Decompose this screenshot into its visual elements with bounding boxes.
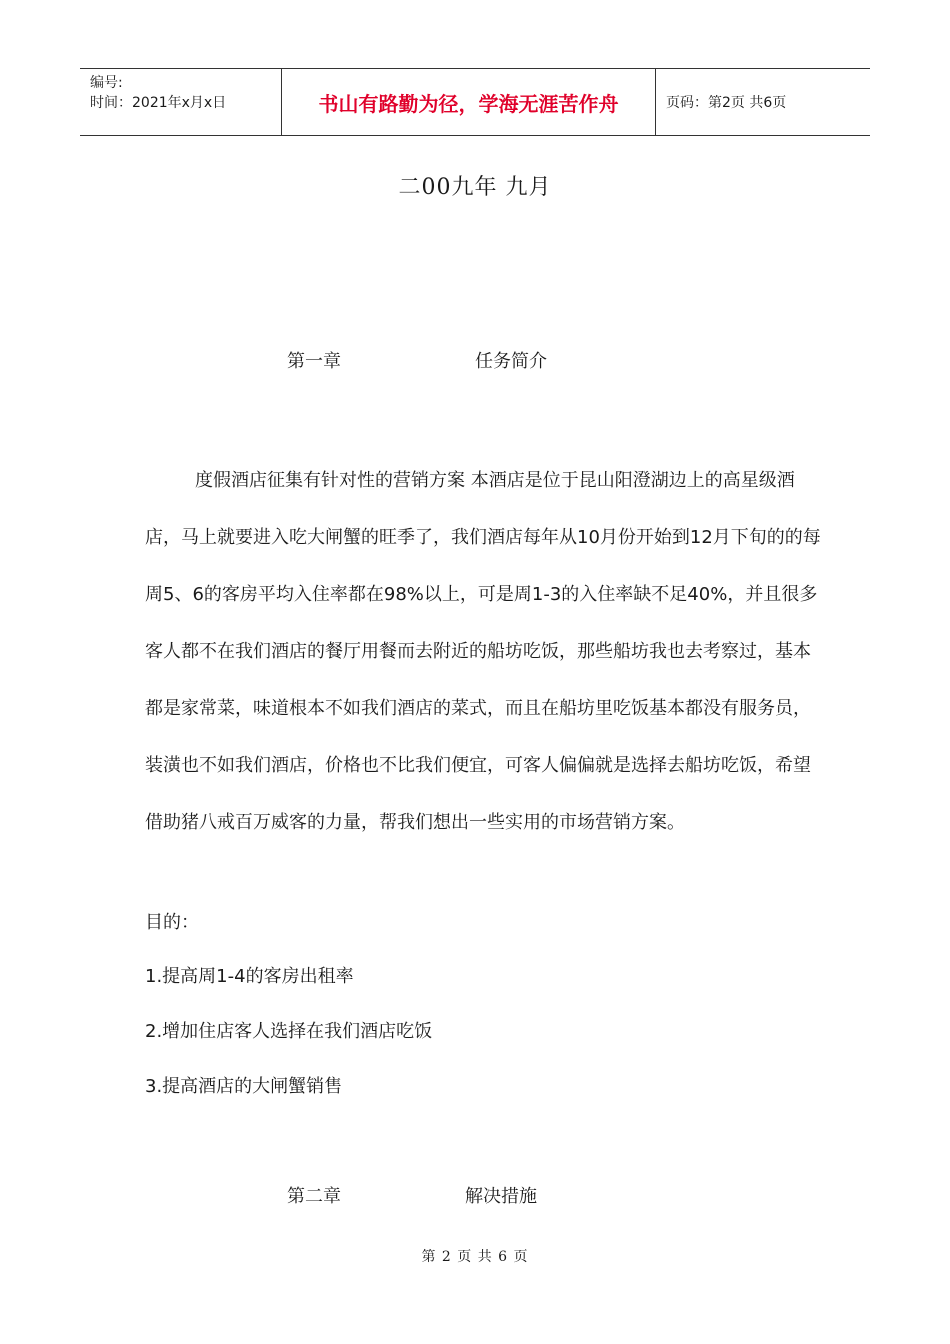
page-footer: 第 2 页 共 6 页 [421, 1249, 529, 1265]
goal-item-1: 1.提高周1-4的客房出租率 [145, 966, 354, 987]
header-meta [80, 69, 281, 135]
goals-label: 目的： [145, 912, 199, 933]
date-line: 二00九年 九月 [398, 175, 552, 200]
chapter2-number: 第二章 [287, 1186, 341, 1207]
time-label: 时间：2021年x月x日 [90, 95, 227, 111]
chapter1-title: 任务简介 [475, 351, 547, 372]
goal-item-2: 2.增加住店客人选择在我们酒店吃饭 [145, 1021, 433, 1042]
chapter2-title: 解决措施 [465, 1186, 537, 1207]
chapter1-number: 第一章 [287, 351, 341, 372]
number-label: 编号: [90, 75, 123, 91]
page-header [80, 68, 870, 136]
goal-item-3: 3.提高酒店的大闸蟹销售 [145, 1076, 343, 1097]
header-motto: 书山有路勤为径，学海无涯苦作舟 [281, 69, 656, 135]
header-page-info: 页码：第2页 共6页 [666, 95, 787, 111]
intro-paragraph: 度假酒店征集有针对性的营销方案 本酒店是位于昆山阳澄湖边上的高星级酒店，马上就要进入吃大闸蟹的旺季了，我们酒店每年从10月份开始到12月下旬的的每周5、6的客房平均入住率都在98%以上，可是周1-3的入住率缺不足40%，并且很多客人都不在我们酒店的餐厅用餐而去附近的船坊吃饭，那些船坊我也去考察过，基本都是家常菜，味道根本不如我们酒店的菜式，而且在船坊里吃饭基本都没有服务员，装潢也不如我们酒店，价格也不比我们便宜，可客人偏偏就是选择去船坊吃饭，希望借助猪八戒百万威客的力量，帮我们想出一些实用的市场营销方案。 [145, 470, 821, 833]
